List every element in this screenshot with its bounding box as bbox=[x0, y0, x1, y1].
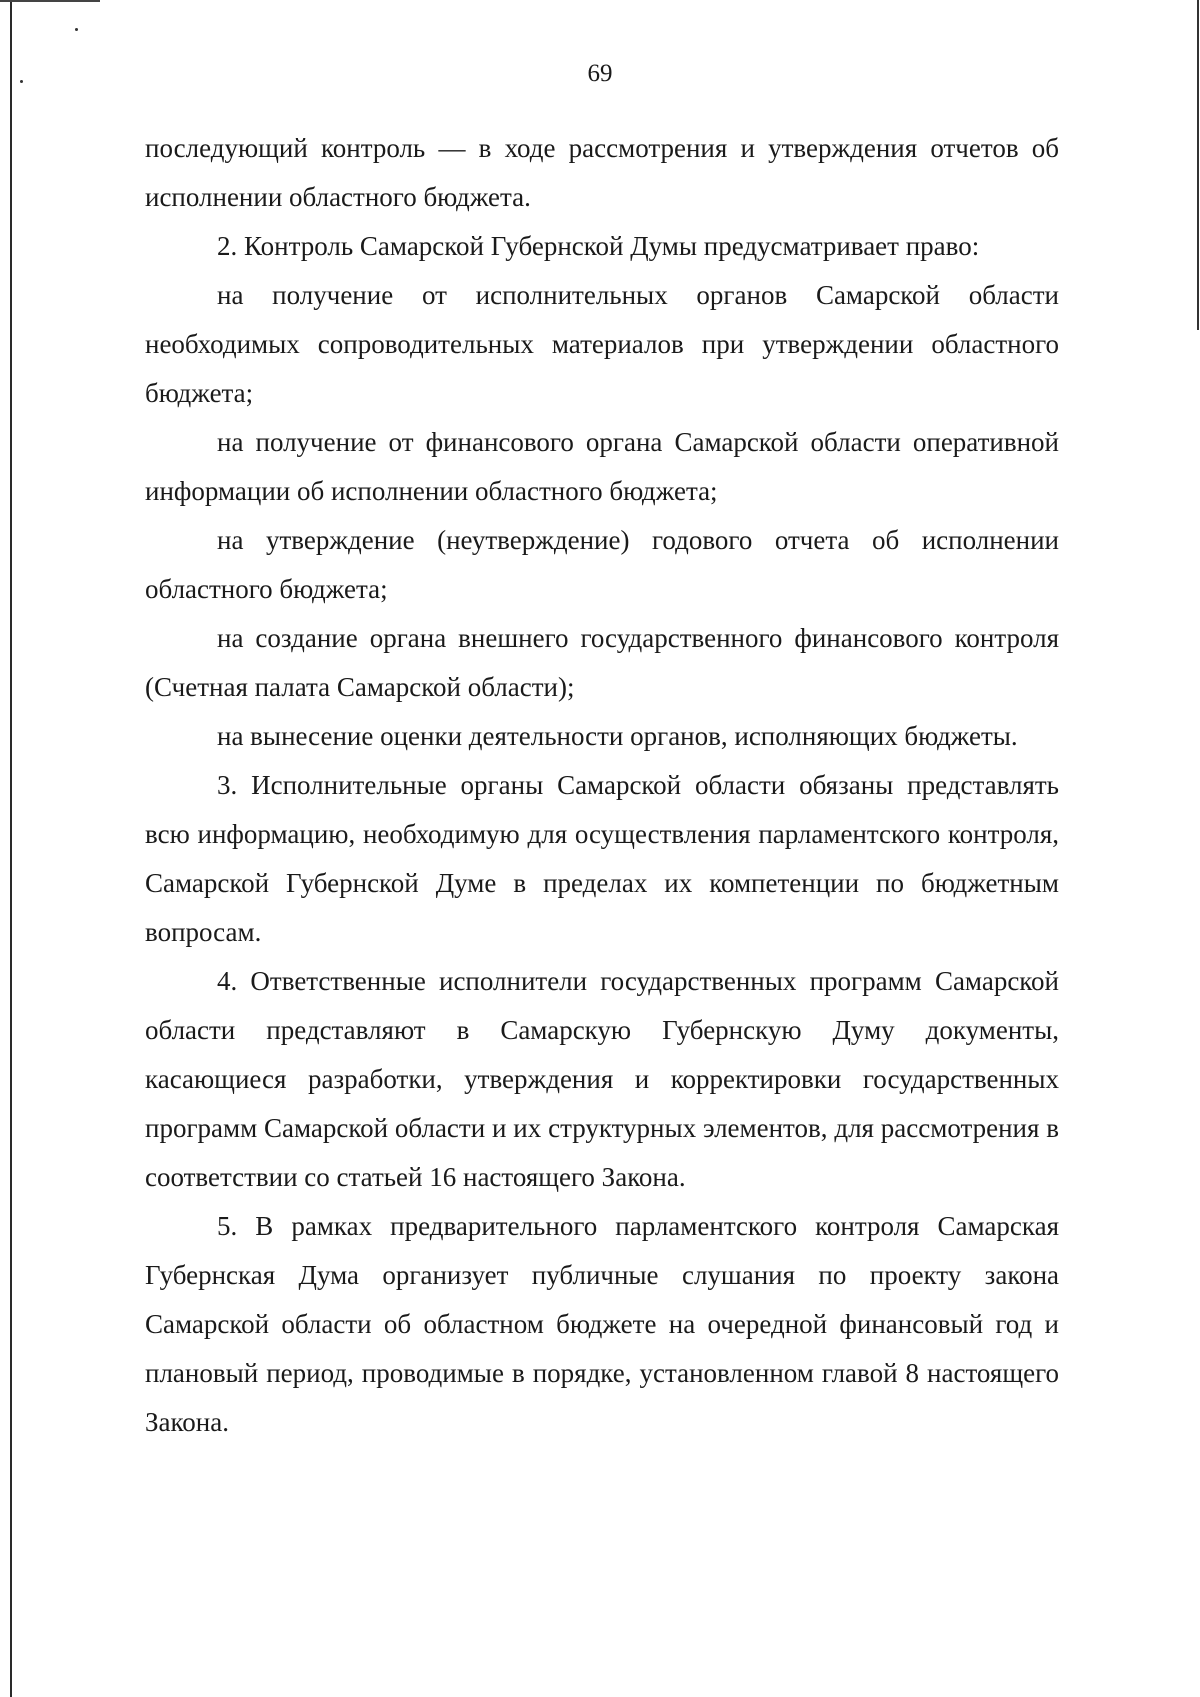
paragraph: 5. В рамках предварительного парламентского контроля Самарская Губернская Дума организует публичные слушания по проекту закона Самарской области об областном бюджете на очередной финансовый год и плановый период, проводимые в порядке, установленном главой 8 настоящего Закона. bbox=[145, 1211, 1059, 1437]
paragraph: 2. Контроль Самарской Губернской Думы предусматривает право: bbox=[217, 231, 980, 261]
scan-edge-right bbox=[1197, 0, 1199, 330]
paragraph: на создание органа внешнего государственного финансового контроля (Счетная палата Самарской области); bbox=[145, 623, 1059, 702]
paragraph: на получение от финансового органа Самарской области оперативной информации об исполнении областного бюджета; bbox=[145, 427, 1059, 506]
paragraph: 4. Ответственные исполнители государственных программ Самарской области представляют в Самарскую Губернскую Думу документы, касающиеся разработки, утверждения и корректировки государственных программ Самарской области и их структурных элементов, для рассмотрения в соответствии со статьей 16 настоящего Закона. bbox=[145, 966, 1059, 1192]
paragraph: на получение от исполнительных органов Самарской области необходимых сопроводительных материалов при утверждении областного бюджета; bbox=[145, 280, 1059, 408]
document-body bbox=[145, 124, 1059, 1447]
scan-speck bbox=[75, 28, 78, 31]
scan-edge-left bbox=[10, 0, 12, 1697]
scan-edge-top bbox=[0, 0, 100, 2]
paragraph: на утверждение (неутверждение) годового отчета об исполнении областного бюджета; bbox=[145, 525, 1059, 604]
page-number: 69 bbox=[587, 60, 613, 87]
paragraph: последующий контроль — в ходе рассмотрения и утверждения отчетов об исполнении областного бюджета. bbox=[145, 133, 1059, 212]
paragraph: на вынесение оценки деятельности органов, исполняющих бюджеты. bbox=[217, 721, 1018, 751]
paragraph: 3. Исполнительные органы Самарской области обязаны представлять всю информацию, необходимую для осуществления парламентского контроля, Самарской Губернской Думе в пределах их компетенции по бюджетным вопросам. bbox=[145, 770, 1059, 947]
